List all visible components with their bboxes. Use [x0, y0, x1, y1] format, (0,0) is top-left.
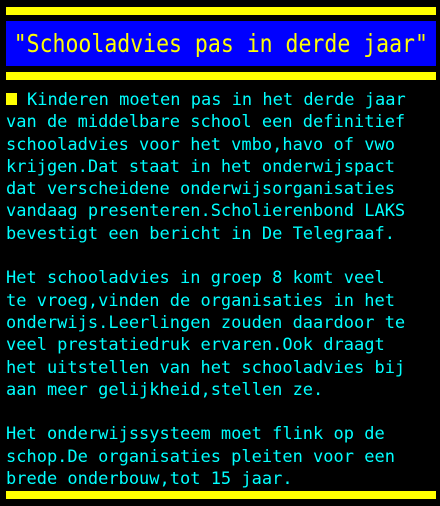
article-line: te vroeg,vinden de organisaties in het [6, 290, 395, 311]
article-line: dat verscheidene onderwijsorganisaties [6, 179, 395, 200]
article-line: brede onderbouw,tot 15 jaar. [6, 469, 293, 490]
header-separator-bar [6, 72, 436, 80]
article-line: veel prestatiedruk ervaren.Ook draagt [6, 335, 385, 356]
page-title: "Schooladvies pas in derde jaar" [13, 29, 429, 58]
article-line: het uitstellen van het schooladvies bij [6, 357, 406, 378]
article-line: bevestigt een bericht in De Telegraaf. [6, 223, 395, 244]
article-line: van de middelbare school een definitief [6, 112, 406, 133]
headline-banner [6, 21, 436, 66]
article-line: schooladvies voor het vmbo,havo of vwo [6, 134, 395, 155]
paragraph-marker-icon [6, 93, 17, 105]
top-separator-bar [6, 7, 436, 15]
article-line: vandaag presenteren.Scholierenbond LAKS [6, 201, 406, 222]
article-line: Het schooladvies in groep 8 komt veel [6, 268, 385, 289]
article-line [6, 89, 436, 111]
bottom-separator-bar [6, 491, 436, 499]
article-line: krijgen.Dat staat in het onderwijspact [6, 156, 395, 177]
article-body [6, 89, 436, 490]
article-line: schop.De organisaties pleiten voor een [6, 446, 395, 467]
article-line: Het onderwijssysteem moet flink op de [6, 424, 385, 445]
blank-line [6, 401, 436, 423]
article-line-text: Kinderen moeten pas in het derde jaar [27, 90, 406, 110]
blank-line [6, 245, 436, 267]
article-line: onderwijs.Leerlingen zouden daardoor te [6, 312, 406, 333]
article-line: aan meer gelijkheid,stellen ze. [6, 379, 324, 400]
